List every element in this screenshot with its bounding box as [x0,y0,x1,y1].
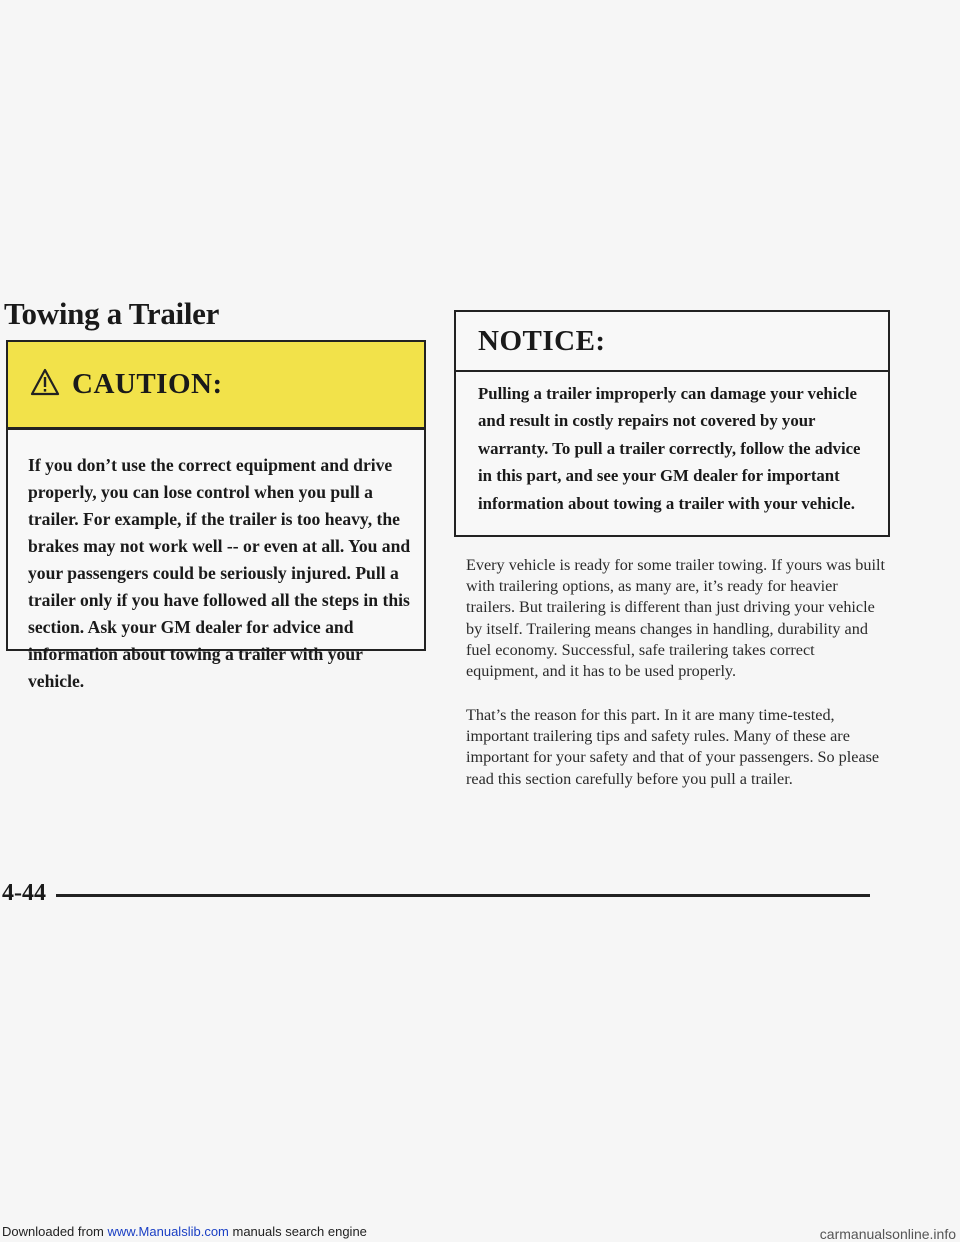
notice-header [456,312,888,372]
notice-box [454,310,890,537]
caution-box [6,340,426,691]
body-paragraph: Every vehicle is ready for some trailer towing. If yours was built with trailering options, as many are, it’s ready for heavier trailers. But trailering is different than just driving your vehicle by itself. Trailering means changes in handling, durability and fuel economy. Successful, safe trailering takes correct equipment, and it has to be used properly. [466,556,885,681]
footer-rule [56,894,870,897]
footer-prefix: Downloaded from [2,1224,108,1239]
download-footer [2,1224,367,1239]
caution-text: If you don’t use the correct equipment and drive properly, you can lose control when you pull a trailer. For example, if the trailer is too heavy, the brakes may not work well -- or even at all. You and your passengers could be seriously injured. Pull a trailer only if you have followed all the steps in this section. Ask your GM dealer for advice and information about towing a trailer with your vehicle. [28,455,411,691]
notice-title: NOTICE: [478,324,606,357]
caution-title: CAUTION: [72,368,223,400]
notice-text: Pulling a trailer improperly can damage your vehicle and result in costly repairs not covered by your warranty. To pull a trailer correctly, follow the advice in this part, and see your GM dealer for important information about towing a trailer with your vehicle. [478,384,861,513]
footer-suffix: manuals search engine [228,1224,367,1239]
body-paragraph: That’s the reason for this part. In it are many time-tested, important trailering tips and safety rules. Many of these are important for your safety and that of your passengers. So please read this section carefully before you pull a trailer. [466,706,880,788]
manualslib-link[interactable]: www.Manualslib.com [107,1224,229,1239]
section-title: Towing a Trailer [4,296,220,331]
caution-header [8,342,424,430]
page-number: 4-44 [2,880,46,906]
warning-triangle-icon [30,368,72,401]
watermark-text: carmanualsonline.info [819,1226,956,1242]
